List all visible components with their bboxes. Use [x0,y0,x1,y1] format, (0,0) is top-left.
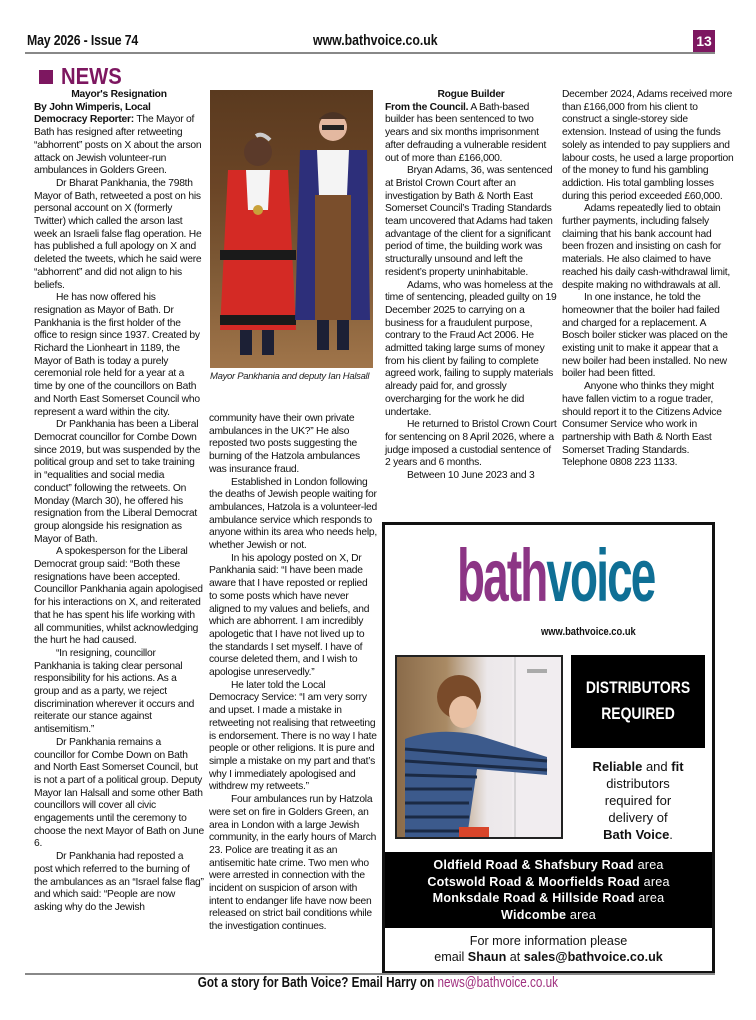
article-mayor-column-2 [209,413,377,934]
article-paragraph: Established in London following the deaths of Jewish people waiting for ambulances, Hatzola is a volunteer-led ambulance service which responds to anyone within its area who needs help, whether Jewish or not. [209,476,377,552]
area-item: Monksdale Road & Hillside Road area [432,891,665,905]
article-paragraph: Dr Bharat Pankhania, the 798th Mayor of Bath, retweeted a post on his personal account on X (formerly Twitter) which called the arson last week an Israeli false flag operation. He has published a full apology on X and deleted the tweets, which he said were “abhorrent” and did not align to his beliefs. [34,177,202,291]
bathvoice-logo: bathvoice [457,534,655,617]
deputy-figure [295,105,370,355]
article-builder-column-1 [385,89,557,483]
section-title: NEWS [61,63,122,89]
advert-blurb: Reliable and fit distributors required for delivery of Bath Voice. [592,759,684,842]
article-source: From the Council. [385,101,469,113]
article-paragraph: In his apology posted on X, Dr Pankhania said: “I have been made aware that I have reposted or replied to some posts which have never aligned to my values and beliefs, and which are abhorrent. I am incredibly apologetic that I have not lived up to the standards I set myself. I have of course deleted them, and I wish to apologise unreservedly.” [209,552,370,679]
article-paragraph: Dr Pankhania has been a Liberal Democrat councillor for Combe Down since 2019, but was suspended by the political group and set to take training in “equalities and social media conduct” following the retweets. On Monday (March 30), he offered his resignation from the Liberal Democrat group alongside his resignation as Mayor of Bath. [34,419,201,545]
distributors-banner: DISTRIBUTORS REQUIRED [571,655,705,748]
footer-banner [0,974,756,991]
article-paragraph: Adams, who was homeless at the time of sentencing, pleaded guilty on 19 December 2025 to carrying on a business for a fraudulent purpose, contrary to the Fraud Act 2006. He admitted taking large sums of money from his client by failing to complete agreed work, failing to supply materials already paid for, and grossly overcharging for the work he did undertake. [385,279,557,418]
distributors-advert [382,522,715,974]
article-paragraph: He has now offered his resignation as Mayor of Bath. Dr Pankhania is the first holder of the office to resign since 1937. Created by Richard the Lionheart in 1189, the Mayor of Bath is today a purely ceremonial role held for a year at a time by one of the councillors on Bath and North East Somerset Council who represent a ward within the city. [34,292,200,418]
area-item: Oldfield Road & Shafsbury Road area [433,858,664,872]
article-paragraph: By John Wimperis, Local Democracy Reporter: The Mayor of Bath has resigned after retweeting “abhorrent” posts on X about the arson attack on Jewish volunteer-run ambulances in Golders Green. [34,101,202,177]
issue-label: May 2026 - Issue 74 [27,32,139,49]
mayor-figure [218,130,298,360]
advert-url[interactable]: www.bathvoice.co.uk [541,626,636,638]
article-paragraph: Bryan Adams, 36, was sentenced at Bristol Crown Court after an investigation by Bath & North East Somerset Council’s Trading Standards team uncovered that Adams had taken advantage of the client for a significant period of time, the building work was structurally unsound and left the resident’s property uninhabitable. [385,165,553,278]
page-number: 13 [693,30,715,52]
article-paragraph: He returned to Bristol Crown Court for sentencing on 8 April 2026, where a judge imposed a custodial sentence of 2 years and 6 months. [385,419,557,469]
article-paragraph: Dr Pankhania had reposted a post which referred to the burning of the ambulances as an “Israel false flag” and which said: “People are now asking why do the Jewish [34,851,204,913]
area-item: Cotswold Road & Moorfields Road area [427,874,670,889]
article-paragraph: December 2024, Adams received more than £166,000 from his client to construct a single-storey side extension. Instead of using the funds solely as intended to pay suppliers and labour costs, he used a large proportion of the money to fund his gambling addiction. His total gambling losses during this period exceeded £60,000. [562,89,734,202]
article-paragraph: Between 10 June 2023 and 3 [407,470,535,482]
area-item: Widcombe area [501,907,596,922]
article-byline: By John Wimperis, Local Democracy Reporter: [34,101,151,126]
article-headline: Rogue Builder [437,89,505,100]
footer-text: Got a story for Bath Voice? Email Harry on [197,974,438,991]
article-builder-column-2 [562,89,734,470]
news-email-link[interactable]: news@bathvoice.co.uk [437,974,559,991]
article-paragraph: Anyone who thinks they might have fallen victim to a rogue trader, should report it to the Citizens Advice Consumer Service who work in partnership with Bath & North East Somerset Trading Standards. Telephone 0808 223 1133. [562,381,722,469]
website-link[interactable]: www.bathvoice.co.uk [313,32,438,49]
distributor-photo [395,655,563,839]
article-paragraph: A spokesperson for the Liberal Democrat group said: “Both these resignations have been accepted. Councillor Pankhania again apologised for his interactions on X, and reiterated that he has spent his life working with all communities, whilst acknowledging the hurt he had caused. [34,546,203,647]
mayor-photo [210,90,373,368]
article-headline: Mayor's Resignation [71,89,167,100]
section-heading [39,63,130,90]
sales-email-link[interactable]: sales@bathvoice.co.uk [523,950,663,964]
article-paragraph: community have their own private ambulances in the UK?” He also reposted two posts suggesting the burning of the Hatzola ambulances was insurance fraud. [209,413,360,475]
article-paragraph: Adams repeatedly lied to obtain further payments, including falsely claiming that his bank account had been frozen and insisting on cash for materials. He also claimed to have reached his daily cash-withdrawal limit, despite making no withdrawals at all. [562,203,730,291]
photo-caption: Mayor Pankhania and deputy Ian Halsall [210,371,370,382]
article-paragraph: Four ambulances run by Hatzola were set on fire in Golders Green, an area in London with a large Jewish community, in the early hours of March 23. Police are treating it as an antisemitic hate crime. Two men who were arrested in connection with the incident on suspicion of arson with intent to endanger life have now been released on strict bail conditions while the investigation continues. [209,794,377,933]
article-paragraph: From the Council. A Bath-based builder has been sentenced to two years and six months imprisonment after defrauding a vulnerable resident out of more than £166,000. [385,101,547,164]
article-paragraph: He later told the Local Democracy Service: “I am very sorry and upset. I made a mistake in retweeting not realising that retweeting is endorsement. There is no way I hate people or other religions. It is pure and simple a mistake on my part and that’s why I immediately apologised and withdrew my retweets.” [209,679,377,793]
square-bullet-icon [39,70,53,84]
article-paragraph: Dr Pankhania remains a councillor for Combe Down on Bath and North East Somerset Council, but is not a part of a political group. Deputy Mayor Ian Halsall and some other Bath councillors will cover all civic engagements until the ceremony to choose the next Mayor of Bath on June 6. [34,736,204,850]
advert-contact: For more information please email Shaun at sales@bathvoice.co.uk [434,934,663,964]
boy-at-door-illustration [397,657,561,837]
article-paragraph: In one instance, he told the homeowner that the boiler had failed and charged for a replacement. A Bosch boiler sticker was placed on the existing unit to make it appear that a new boiler had been installed. No new boiler had been fitted. [562,292,728,380]
article-mayor-column-1 [34,89,204,915]
delivery-areas [385,852,712,928]
header-divider [25,52,715,54]
article-paragraph: “In resigning, councillor Pankhania is taking clear personal responsibility for his actions. As a group and as a party, we reject discrimination wherever it occurs and reiterate our stance against antisemitism.” [34,647,195,736]
